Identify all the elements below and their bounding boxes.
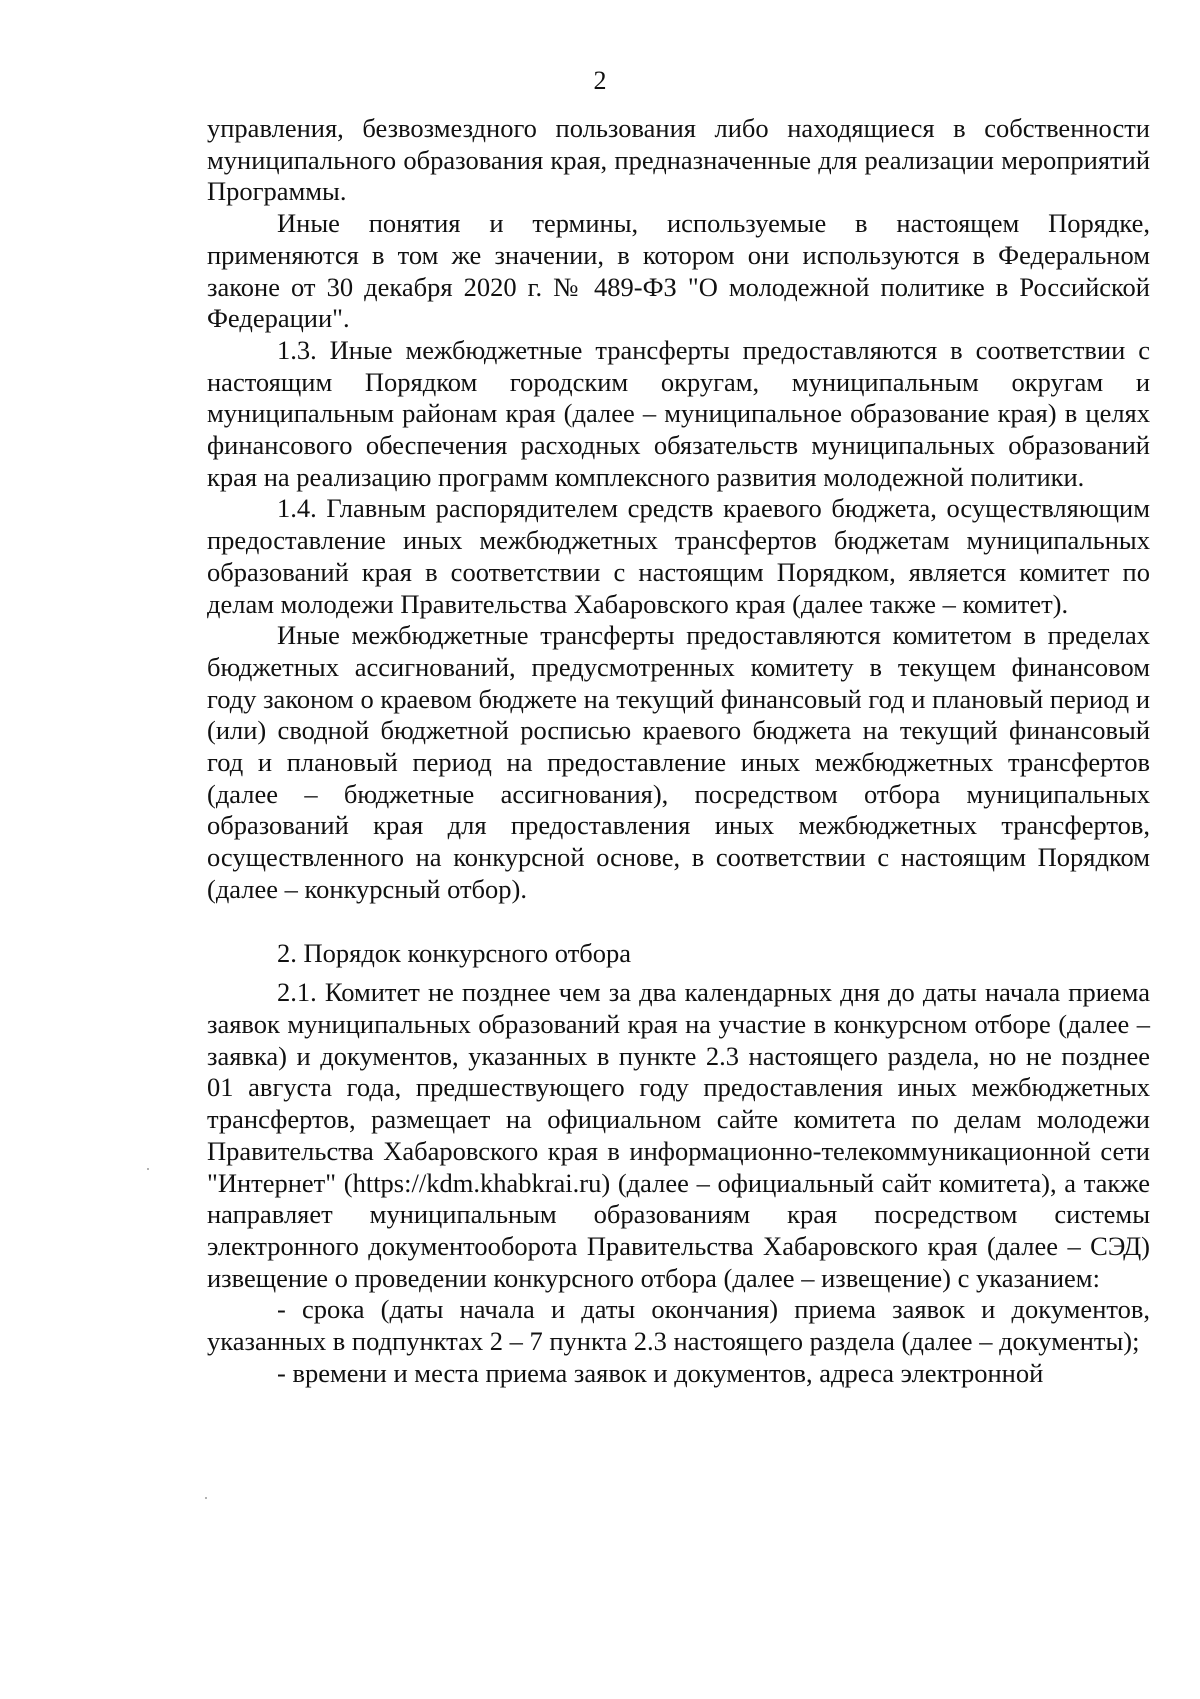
paragraph-terms: Иные понятия и термины, используемые в настоящем Порядке, применяются в том же значении, в котором они используются в Федеральном законе от 30 декабря 2020 г. № 489-ФЗ "О молодежной политике в Российской Федерации".: [207, 208, 1150, 334]
paragraph-budget-allocations: Иные межбюджетные трансферты предоставляются комитетом в пределах бюджетных ассигнований, предусмотренных комитету в текущем финансовом году законом о краевом бюджете на текущий финансовый год и плановый период и (или) сводной бюджетной росписью краевого бюджета на текущий финансовый год и плановый период на предоставление иных межбюджетных трансфертов (далее – бюджетные ассигнования), посредством отбора муниципальных образований края для предоставления иных межбюджетных трансфертов, осуществленного на конкурсной основе, в соответствии с настоящим Порядком (далее – конкурсный отбор).: [207, 620, 1150, 904]
page-number: 2: [593, 66, 607, 95]
list-item-time-place: - времени и места приема заявок и документов, адреса электронной: [277, 1357, 1044, 1388]
list-item-deadline: - срока (даты начала и даты окончания) приема заявок и документов, указанных в подпунктах 2 – 7 пункта 2.3 настоящего раздела (далее – документы);: [207, 1294, 1150, 1357]
paragraph-1-3: 1.3. Иные межбюджетные трансферты предоставляются в соответствии с настоящим Порядком городским округам, муниципальным округам и муниципальным районам края (далее – муниципальное образование края) в целях финансового обеспечения расходных обязательств муниципальных образований края на реализацию программ комплексного развития молодежной политики.: [207, 334, 1150, 492]
scan-artifact: [205, 1497, 207, 1499]
section-heading-2: 2. Порядок конкурсного отбора: [277, 937, 632, 968]
paragraph-1-4: 1.4. Главным распорядителем средств краевого бюджета, осуществляющим предоставление иных межбюджетных трансфертов бюджетам муниципальных образований края в соответствии с настоящим Порядком, является комитет по делам молодежи Правительства Хабаровского края (далее также – комитет).: [207, 493, 1150, 619]
paragraph-2-1: 2.1. Комитет не позднее чем за два календарных дня до даты начала приема заявок муниципальных образований края на участие в конкурсном отборе (далее – заявка) и документов, указанных в пункте 2.3 настоящего раздела, но не позднее 01 августа года, предшествующего году предоставления иных межбюджетных трансфертов, размещает на официальном сайте комитета по делам молодежи Правительства Хабаровского края в информационно-телекоммуникационной сети "Интернет" (https://kdm.khabkrai.ru) (далее – официальный сайт комитета), а также направляет муниципальным образованиям края посредством системы электронного документооборота Правительства Хабаровского края (далее – СЭД) извещение о проведении конкурсного отбора (далее – извещение) с указанием:: [207, 977, 1150, 1293]
scan-artifact: [147, 1168, 149, 1170]
paragraph-continuation: управления, безвозмездного пользования либо находящиеся в собственности муниципального образования края, предназначенные для реализации мероприятий Программы.: [207, 113, 1150, 207]
document-body: [207, 113, 1150, 1389]
